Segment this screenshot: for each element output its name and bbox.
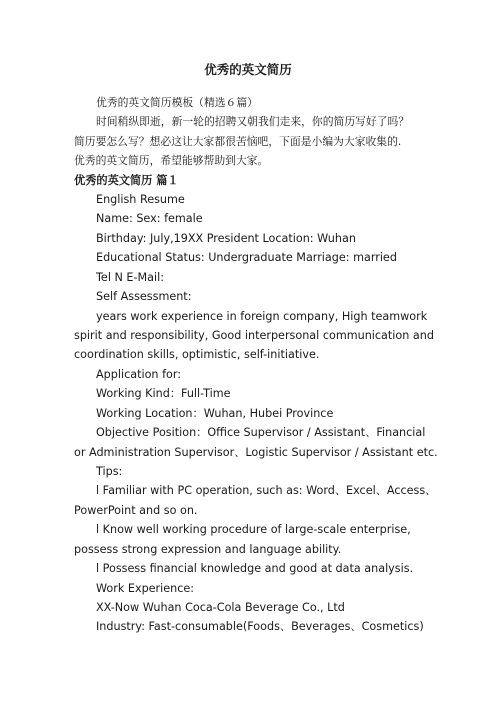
working-kind-line: Working Kind：Full-Time <box>96 387 231 400</box>
text-line <box>74 307 428 326</box>
tips-label: Tips: <box>96 465 123 478</box>
text-line <box>74 209 422 228</box>
application-for-label: Application for: <box>96 368 182 381</box>
assessment-text-1: years work experience in foreign company, High teamwork <box>96 310 428 323</box>
tip-2-text: l Know well working procedure of large-scale enterprise, <box>96 523 411 536</box>
text-line: or Administration Supervisor、Logistic Supervisor / Assistant etc. <box>74 446 438 459</box>
text-line <box>74 404 422 423</box>
industry-line: Industry: Fast-consumable(Foods、Beverages、Cosmetics) <box>96 620 424 633</box>
intro-line: 简历要怎么写？想必这让大家都很苦恼吧，下面是小编为大家收集的. <box>74 135 402 148</box>
text-line: spirit and responsibility, Good interpersonal communication and <box>74 329 434 342</box>
text-line <box>74 268 422 287</box>
company-line: XX-Now Wuhan Coca-Cola Beverage Co., Ltd <box>96 601 345 614</box>
text-line: PowerPoint and so on. <box>74 504 198 517</box>
text-line <box>74 462 422 481</box>
working-location-line: Working Location：Wuhan, Hubei Province <box>96 407 334 420</box>
education-line: Educational Status: Undergraduate Marriage: married <box>96 251 397 264</box>
text-line <box>74 598 422 617</box>
text-line <box>74 559 422 578</box>
text-line <box>74 248 422 267</box>
text-line: possess strong expression and language ability. <box>74 543 342 556</box>
intro-line: 优秀的英文简历，希望能够帮助到大家。 <box>74 154 269 167</box>
intro-line <box>74 112 422 131</box>
text-line <box>74 190 422 209</box>
name-sex-line: Name: Sex: female <box>96 212 203 225</box>
text-line <box>74 229 422 248</box>
text-line <box>74 481 437 500</box>
tip-3-text: l Possess financial knowledge and good at data analysis. <box>96 562 414 575</box>
self-assessment-label: Self Assessment: <box>96 290 192 303</box>
text-line <box>74 579 422 598</box>
subtitle <box>74 93 422 112</box>
english-resume-label: English Resume <box>96 193 185 206</box>
birthday-line: Birthday: July,19XX President Location: Wuhan <box>96 232 356 245</box>
page-title: 优秀的英文简历 <box>204 62 292 77</box>
tel-line: Tel N E-Mail: <box>96 271 165 284</box>
section-heading: 优秀的英文简历 篇１ <box>74 174 179 187</box>
work-experience-label: Work Experience: <box>96 582 195 595</box>
objective-text-1: Objective Position：Office Supervisor / Assistant、Financial <box>96 426 426 439</box>
text-line <box>74 617 422 636</box>
text-line <box>74 520 422 539</box>
text-line <box>74 287 422 306</box>
intro-text-1: 时间稍纵即逝，新一轮的招聘又朝我们走来，你的简历写好了吗？ <box>96 115 410 128</box>
text-line: coordination skills, optimistic, self-initiative. <box>74 348 320 361</box>
text-line <box>74 423 426 442</box>
text-line <box>74 365 422 384</box>
subtitle-text: 优秀的英文简历模板（精选６篇） <box>96 96 258 109</box>
text-line <box>74 384 422 403</box>
tip-1-text: l Familiar with PC operation, such as: Word、Excel、Access、 <box>96 484 437 497</box>
